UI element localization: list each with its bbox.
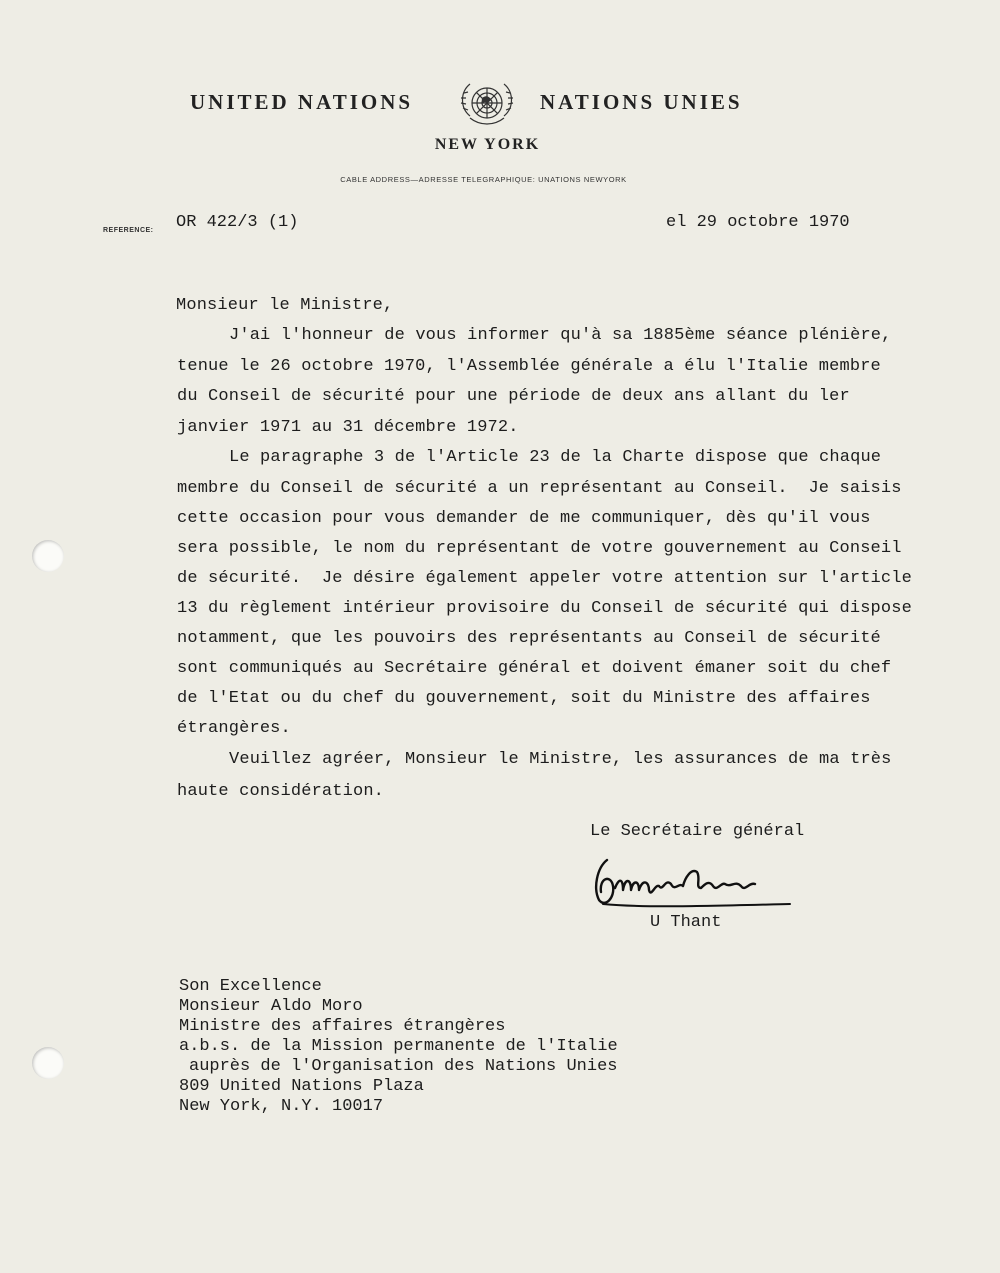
body-line: Le paragraphe 3 de l'Article 23 de la Charte dispose que chaque — [229, 448, 882, 467]
reference-value: OR 422/3 (1) — [176, 213, 299, 232]
letterhead-city: NEW YORK — [434, 136, 541, 153]
body-line: notamment, que les pouvoirs des représentants au Conseil de sécurité — [177, 629, 881, 648]
reference-label: REFERENCE: — [103, 227, 154, 234]
letterhead-french: NATIONS UNIES — [540, 90, 743, 114]
signatory-name: U Thant — [650, 913, 722, 932]
body-line: janvier 1971 au 31 décembre 1972. — [177, 418, 519, 437]
body-line: de sécurité. Je désire également appeler votre attention sur l'article — [177, 569, 912, 588]
letter-date: el 29 octobre 1970 — [666, 213, 850, 232]
body-line: cette occasion pour vous demander de me communiquer, dès qu'il vous — [177, 509, 871, 528]
signatory-title: Le Secrétaire général — [590, 822, 805, 841]
salutation: Monsieur le Ministre, — [176, 296, 394, 315]
un-emblem-icon — [456, 78, 518, 130]
letterhead-english: UNITED NATIONS — [190, 90, 414, 114]
address-line: Monsieur Aldo Moro — [179, 997, 363, 1016]
body-line: 13 du règlement intérieur provisoire du Conseil de sécurité qui dispose — [177, 599, 912, 618]
punch-hole — [32, 1047, 64, 1079]
address-line: a.b.s. de la Mission permanente de l'Italie — [179, 1037, 618, 1056]
body-line: haute considération. — [177, 782, 385, 801]
body-line: sont communiqués au Secrétaire général et doivent émaner soit du chef — [177, 659, 892, 678]
address-line: auprès de l'Organisation des Nations Unies — [189, 1057, 618, 1076]
address-line: Ministre des affaires étrangères — [179, 1017, 506, 1036]
punch-hole — [32, 540, 64, 572]
body-line: tenue le 26 octobre 1970, l'Assemblée générale a élu l'Italie membre — [177, 357, 881, 376]
address-line: New York, N.Y. 10017 — [179, 1097, 384, 1116]
body-line: étrangères. — [177, 719, 291, 738]
cable-address: CABLE ADDRESS—ADRESSE TELEGRAPHIQUE: UNATIONS NEWYORK — [340, 175, 627, 184]
body-line: sera possible, le nom du représentant de votre gouvernement au Conseil — [177, 539, 902, 558]
address-line: 809 United Nations Plaza — [179, 1077, 424, 1096]
body-line: du Conseil de sécurité pour une période de deux ans allant du ler — [177, 387, 850, 406]
address-line: Son Excellence — [179, 977, 322, 996]
body-line: Veuillez agréer, Monsieur le Ministre, les assurances de ma très — [229, 750, 892, 769]
handwritten-signature — [585, 848, 795, 918]
body-line: de l'Etat ou du chef du gouvernement, soit du Ministre des affaires — [177, 689, 871, 708]
body-line: J'ai l'honneur de vous informer qu'à sa 1885ème séance plénière, — [229, 326, 892, 345]
body-line: membre du Conseil de sécurité a un représentant au Conseil. Je saisis — [177, 479, 902, 498]
